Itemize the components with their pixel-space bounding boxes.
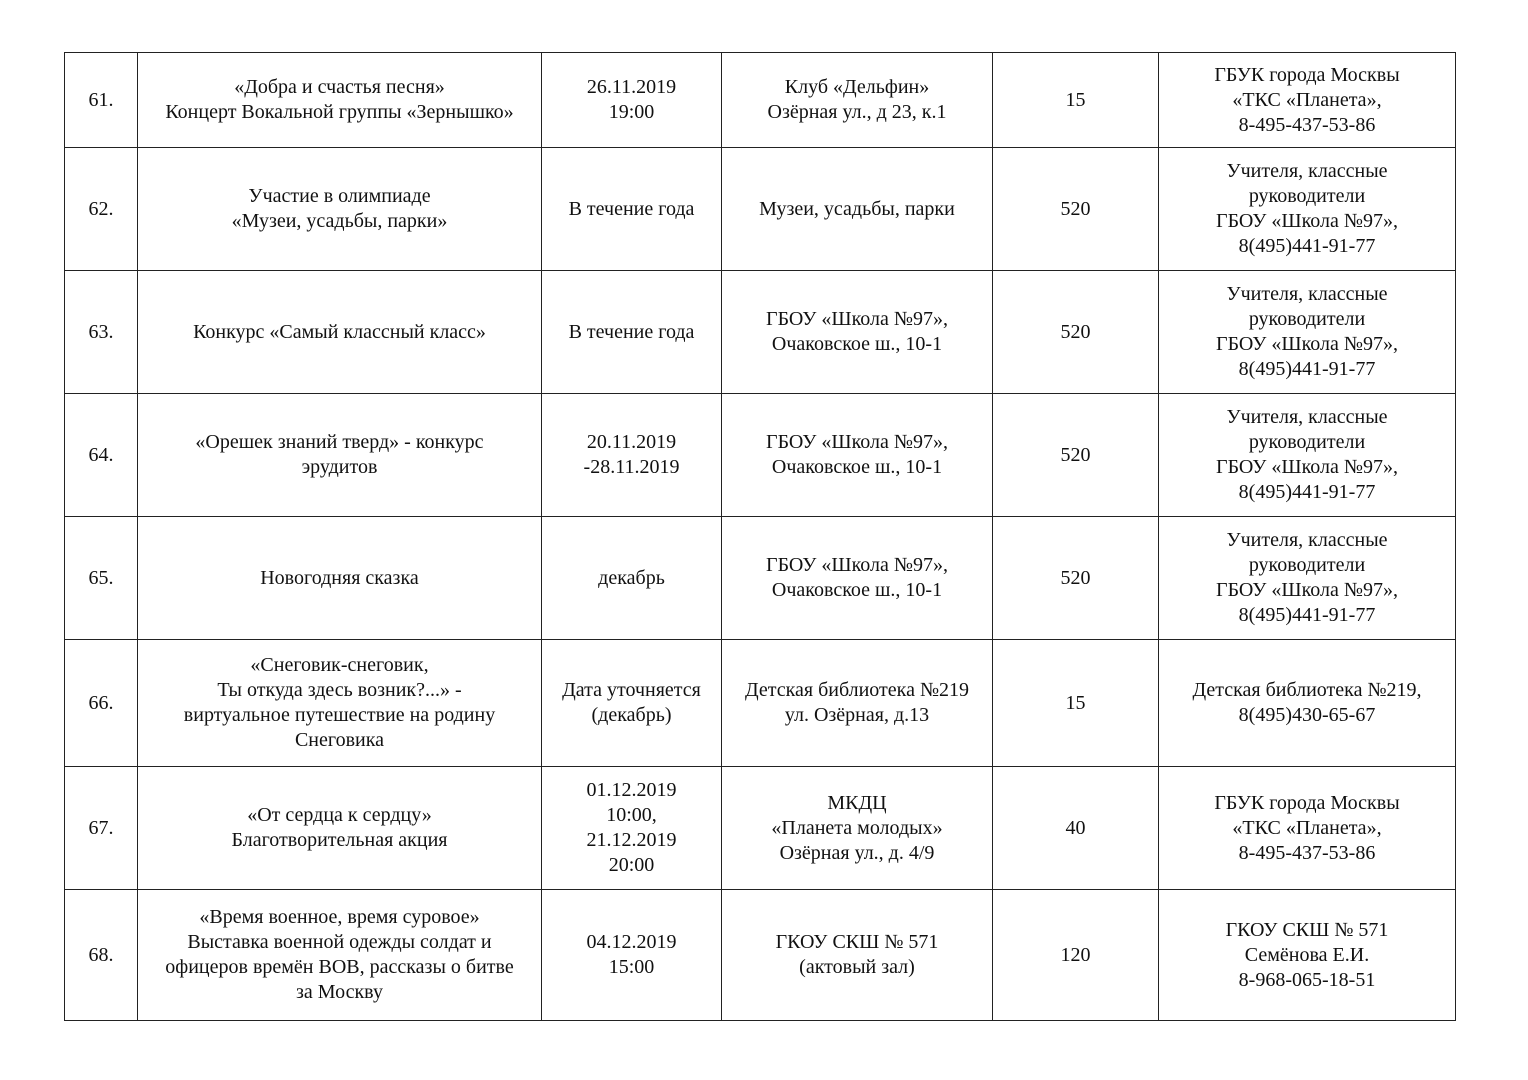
event-title-cell <box>138 148 542 271</box>
event-title-cell <box>138 640 542 767</box>
participants-count-cell: 520 <box>993 271 1159 394</box>
organizer-cell <box>1159 271 1456 394</box>
organizer-line: ГБОУ «Школа №97», <box>1216 333 1398 355</box>
participants-count-cell: 520 <box>993 517 1159 640</box>
event-title-cell <box>138 271 542 394</box>
event-date-line: В течение года <box>568 320 695 343</box>
event-place-line: ГБОУ «Школа №97», <box>766 308 948 330</box>
event-place-line: Детская библиотека №219 <box>744 679 970 701</box>
event-place-line: ГКОУ СКШ № 571 <box>775 931 939 953</box>
event-title-line: Ты откуда здесь возник?...» - <box>217 679 462 701</box>
event-place-cell <box>722 517 993 640</box>
event-place-cell <box>722 767 993 890</box>
table-row <box>65 148 1456 271</box>
event-place-cell <box>722 53 993 148</box>
participants-count-cell: 120 <box>993 890 1159 1021</box>
event-place-line: «Планета молодых» <box>771 816 943 839</box>
event-title-line: виртуальное путешествие на родину <box>183 704 496 726</box>
event-place-line: ГБОУ «Школа №97», <box>766 554 948 576</box>
event-date-line: 20:00 <box>608 854 655 876</box>
event-date-line: декабрь <box>598 566 665 589</box>
event-date-line: -28.11.2019 <box>583 456 680 478</box>
event-title-line: Снеговика <box>294 729 385 751</box>
row-number-cell: 63. <box>65 271 138 394</box>
event-date-line: Дата уточняется <box>562 679 701 701</box>
event-place-cell <box>722 148 993 271</box>
organizer-line: Учителя, классные <box>1226 160 1388 182</box>
event-date-cell <box>542 767 722 890</box>
table-row <box>65 394 1456 517</box>
event-date-cell <box>542 394 722 517</box>
event-title-line: «Время военное, время суровое» <box>199 906 480 928</box>
event-title-line: Участие в олимпиаде <box>248 185 431 207</box>
row-number-cell: 67. <box>65 767 138 890</box>
event-place-cell <box>722 394 993 517</box>
organizer-line: руководители <box>1248 431 1366 453</box>
event-title-line: Выставка военной одежды солдат и <box>187 931 492 953</box>
table-row <box>65 271 1456 394</box>
event-title-cell <box>138 517 542 640</box>
organizer-line: Учителя, классные <box>1226 283 1388 305</box>
organizer-line: 8(495)441-91-77 <box>1238 604 1376 626</box>
row-number-cell: 68. <box>65 890 138 1021</box>
event-place-line: Озёрная ул., д 23, к.1 <box>767 101 947 123</box>
organizer-line: руководители <box>1248 185 1366 207</box>
event-place-cell <box>722 271 993 394</box>
event-title-line: за Москву <box>296 981 383 1003</box>
event-place-cell <box>722 640 993 767</box>
organizer-line: «ТКС «Планета», <box>1232 816 1382 839</box>
table-row <box>65 640 1456 767</box>
event-date-line: (декабрь) <box>591 704 672 726</box>
event-date-cell <box>542 53 722 148</box>
organizer-line: 8(495)441-91-77 <box>1238 235 1376 257</box>
row-number-cell: 61. <box>65 53 138 148</box>
participants-count-cell: 520 <box>993 394 1159 517</box>
organizer-line: ГБОУ «Школа №97», <box>1216 210 1398 232</box>
organizer-line: 8(495)441-91-77 <box>1238 358 1376 380</box>
event-title-line: офицеров времён ВОВ, рассказы о битве <box>165 956 514 978</box>
event-title-line: «Орешек знаний тверд» - конкурс <box>195 431 484 453</box>
organizer-line: 8-968-065-18-51 <box>1238 968 1376 991</box>
event-place-line: Очаковское ш., 10-1 <box>771 579 943 601</box>
event-date-line: 04.12.2019 <box>586 931 677 953</box>
table-row <box>65 767 1456 890</box>
organizer-line: Детская библиотека №219, <box>1192 679 1422 701</box>
event-title-cell <box>138 890 542 1021</box>
organizer-line: «ТКС «Планета», <box>1232 88 1382 111</box>
event-title-cell <box>138 53 542 148</box>
organizer-cell <box>1159 517 1456 640</box>
event-title-line: Новогодняя сказка <box>260 566 419 589</box>
participants-count-cell: 520 <box>993 148 1159 271</box>
organizer-line: руководители <box>1248 308 1366 330</box>
event-place-line: Клуб «Дельфин» <box>784 76 930 98</box>
participants-count-cell: 40 <box>993 767 1159 890</box>
event-place-line: ГБОУ «Школа №97», <box>766 431 948 453</box>
event-title-line: Концерт Вокальной группы «Зернышко» <box>165 101 514 123</box>
organizer-line: ГБОУ «Школа №97», <box>1216 579 1398 601</box>
event-date-line: В течение года <box>568 197 695 220</box>
organizer-line: Учителя, классные <box>1226 406 1388 428</box>
event-title-line: эрудитов <box>301 456 378 478</box>
event-date-cell <box>542 890 722 1021</box>
event-place-line: Очаковское ш., 10-1 <box>771 456 943 478</box>
event-title-line: Благотворительная акция <box>231 829 448 851</box>
organizer-line: ГКОУ СКШ № 571 <box>1225 918 1389 941</box>
event-title-line: «Добра и счастья песня» <box>234 76 445 98</box>
organizer-cell <box>1159 890 1456 1021</box>
event-place-line: Озёрная ул., д. 4/9 <box>779 841 935 864</box>
organizer-line: руководители <box>1248 554 1366 576</box>
event-date-line: 26.11.2019 <box>586 76 677 98</box>
organizer-line: Семёнова Е.И. <box>1244 943 1370 966</box>
event-date-line: 19:00 <box>608 101 655 123</box>
organizer-line: ГБУК города Москвы <box>1214 791 1400 814</box>
event-place-cell <box>722 890 993 1021</box>
event-date-cell <box>542 148 722 271</box>
row-number-cell: 65. <box>65 517 138 640</box>
event-place-line: ул. Озёрная, д.13 <box>784 704 930 726</box>
table-row <box>65 517 1456 640</box>
event-title-cell <box>138 767 542 890</box>
participants-count-cell: 15 <box>993 53 1159 148</box>
organizer-line: 8-495-437-53-86 <box>1238 113 1376 136</box>
event-date-line: 15:00 <box>608 956 655 978</box>
organizer-cell <box>1159 394 1456 517</box>
event-date-line: 10:00, <box>606 804 657 826</box>
organizer-line: 8(495)430-65-67 <box>1238 704 1376 726</box>
event-date-cell <box>542 271 722 394</box>
event-title-line: Конкурс «Самый классный класс» <box>193 320 486 343</box>
organizer-line: 8-495-437-53-86 <box>1238 841 1376 864</box>
row-number-cell: 64. <box>65 394 138 517</box>
event-date-cell <box>542 640 722 767</box>
event-title-cell <box>138 394 542 517</box>
events-table <box>64 52 1456 1021</box>
organizer-line: 8(495)441-91-77 <box>1238 481 1376 503</box>
organizer-cell <box>1159 148 1456 271</box>
event-title-line: «Снеговик-снеговик, <box>250 654 429 676</box>
event-title-line: «Музеи, усадьбы, парки» <box>231 210 448 232</box>
events-table-body <box>65 53 1456 1021</box>
row-number-cell: 66. <box>65 640 138 767</box>
event-title-line: «От сердца к сердцу» <box>247 804 432 826</box>
event-date-line: 21.12.2019 <box>586 829 677 851</box>
organizer-line: ГБУК города Москвы <box>1214 63 1400 86</box>
event-date-cell <box>542 517 722 640</box>
organizer-cell <box>1159 640 1456 767</box>
organizer-cell <box>1159 53 1456 148</box>
event-date-line: 20.11.2019 <box>586 431 677 453</box>
event-date-line: 01.12.2019 <box>586 779 677 801</box>
organizer-cell <box>1159 767 1456 890</box>
event-place-line: Музеи, усадьбы, парки <box>759 197 955 220</box>
table-row <box>65 890 1456 1021</box>
participants-count-cell: 15 <box>993 640 1159 767</box>
event-place-line: (актовый зал) <box>799 956 915 978</box>
event-place-line: МКДЦ <box>827 791 887 814</box>
organizer-line: ГБОУ «Школа №97», <box>1216 456 1398 478</box>
table-row <box>65 53 1456 148</box>
row-number-cell: 62. <box>65 148 138 271</box>
event-place-line: Очаковское ш., 10-1 <box>771 333 943 355</box>
organizer-line: Учителя, классные <box>1226 529 1388 551</box>
